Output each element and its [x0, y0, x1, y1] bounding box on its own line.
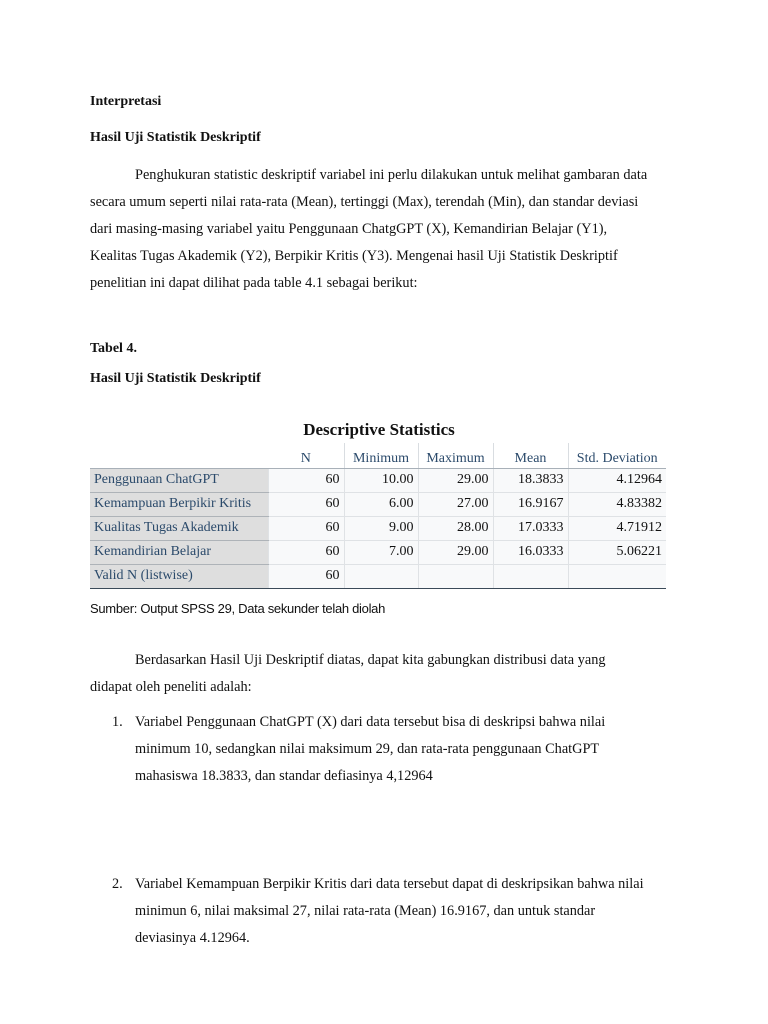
cell-n: 60	[268, 468, 344, 492]
cell-n: 60	[268, 540, 344, 564]
table-row	[90, 468, 666, 492]
column-header-n: N	[268, 443, 344, 468]
column-header-mean: Mean	[493, 443, 568, 468]
column-header-std-deviation: Std. Deviation	[568, 443, 666, 468]
table-caption-number: Tabel 4.	[90, 341, 137, 356]
table-header-row	[90, 443, 666, 468]
paragraph-line: dari masing-masing variabel yaitu Penggunaan ChatgGPT (X), Kemandirian Belajar (Y1),	[90, 221, 608, 237]
cell-mean: 16.9167	[493, 492, 568, 516]
cell-minimum: 6.00	[344, 492, 418, 516]
list-item	[90, 871, 690, 952]
list-item	[90, 709, 690, 790]
table-row	[90, 540, 666, 564]
cell-minimum: 9.00	[344, 516, 418, 540]
row-label: Penggunaan ChatGPT	[90, 468, 268, 492]
paragraph-line: Penghukuran statistic deskriptif variabel ini perlu dilakukan untuk melihat gambaran data	[135, 167, 648, 183]
cell-std-deviation	[568, 564, 666, 588]
cell-mean: 17.0333	[493, 516, 568, 540]
cell-mean: 18.3833	[493, 468, 568, 492]
row-label: Kemandirian Belajar	[90, 540, 268, 564]
cell-minimum	[344, 564, 418, 588]
paragraph-line: Berdasarkan Hasil Uji Deskriptif diatas, dapat kita gabungkan distribusi data yang	[135, 652, 606, 668]
summary-paragraph	[90, 647, 606, 701]
table-caption-title: Hasil Uji Statistik Deskriptif	[90, 371, 261, 386]
list-item-line: minimum 10, sedangkan nilai maksimum 29, dan rata-rata penggunaan ChatGPT	[135, 741, 600, 757]
table-row	[90, 564, 666, 588]
paragraph-line: penelitian ini dapat dilihat pada table 4.1 sebagai berikut:	[90, 275, 418, 291]
cell-mean: 16.0333	[493, 540, 568, 564]
cell-std-deviation: 4.71912	[568, 516, 666, 540]
list-item-line: Variabel Kemampuan Berpikir Kritis dari data tersebut dapat di deskripsikan bahwa nilai	[135, 876, 644, 892]
list-item-number: 2.	[112, 876, 123, 892]
source-note: Sumber: Output SPSS 29, Data sekunder telah diolah	[90, 601, 386, 616]
table-row	[90, 516, 666, 540]
row-label: Valid N (listwise)	[90, 564, 268, 588]
cell-n: 60	[268, 564, 344, 588]
row-label: Kualitas Tugas Akademik	[90, 516, 268, 540]
cell-n: 60	[268, 516, 344, 540]
paragraph-line: secara umum seperti nilai rata-rata (Mean), tertinggi (Max), terendah (Min), dan standar deviasi	[90, 194, 639, 210]
table-row	[90, 492, 666, 516]
list-item-text	[135, 871, 644, 952]
cell-std-deviation: 4.12964	[568, 468, 666, 492]
list-item-line: minimun 6, nilai maksimal 27, nilai rata-rata (Mean) 16.9167, dan untuk standar	[135, 903, 596, 919]
cell-maximum: 29.00	[418, 540, 493, 564]
cell-n: 60	[268, 492, 344, 516]
header-blank-cell	[90, 443, 268, 468]
section-heading-interpretasi: Interpretasi	[90, 94, 162, 109]
cell-mean	[493, 564, 568, 588]
column-header-minimum: Minimum	[344, 443, 418, 468]
subsection-heading: Hasil Uji Statistik Deskriptif	[90, 130, 261, 145]
list-item-line: deviasinya 4.12964.	[135, 930, 250, 946]
cell-minimum: 7.00	[344, 540, 418, 564]
paragraph-line: Kealitas Tugas Akademik (Y2), Berpikir Kritis (Y3). Mengenai hasil Uji Statistik Deskriptif	[90, 248, 618, 264]
list-item-line: mahasiswa 18.3833, dan standar defiasinya 4,12964	[135, 768, 433, 784]
cell-minimum: 10.00	[344, 468, 418, 492]
cell-maximum: 28.00	[418, 516, 493, 540]
list-item-number: 1.	[112, 714, 123, 730]
cell-std-deviation: 5.06221	[568, 540, 666, 564]
cell-maximum: 27.00	[418, 492, 493, 516]
cell-std-deviation: 4.83382	[568, 492, 666, 516]
intro-paragraph	[90, 162, 647, 297]
list-item-text	[135, 709, 605, 790]
list-item-line: Variabel Penggunaan ChatGPT (X) dari data tersebut bisa di deskripsi bahwa nilai	[135, 714, 606, 730]
paragraph-line: didapat oleh peneliti adalah:	[90, 679, 252, 695]
descriptive-statistics-table	[90, 443, 666, 589]
spss-table-title: Descriptive Statistics	[303, 420, 455, 439]
row-label: Kemampuan Berpikir Kritis	[90, 492, 268, 516]
cell-maximum	[418, 564, 493, 588]
column-header-maximum: Maximum	[418, 443, 493, 468]
cell-maximum: 29.00	[418, 468, 493, 492]
